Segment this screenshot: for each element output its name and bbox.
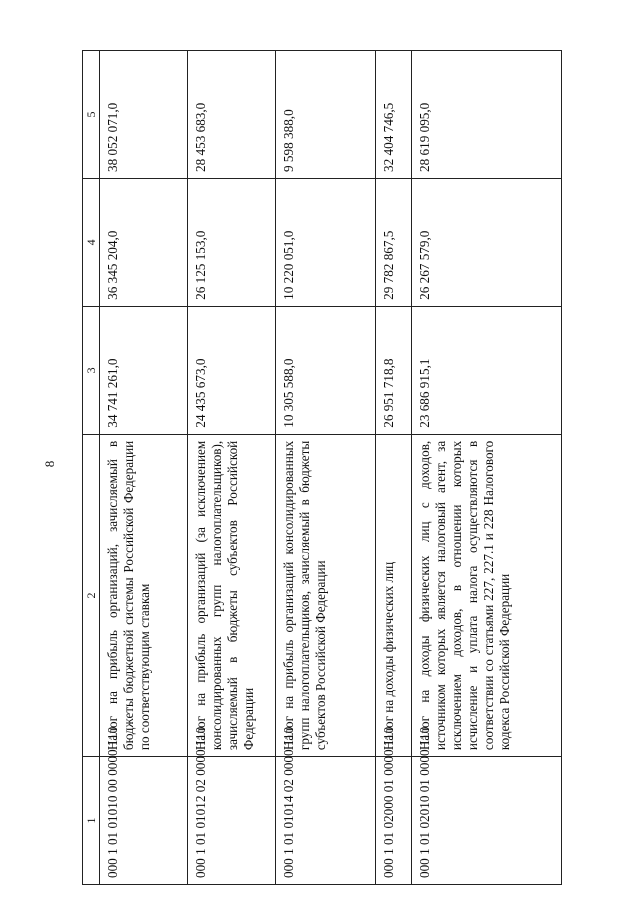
table-header-row xyxy=(83,51,100,885)
revenue-name: Налог на доходы физических лиц с доходов, источником которых является налоговый агент, за исключением доходов, в отношении которых исчисление и уплата налога осуществляются в соответствии со статьями 227, 227.1 и 228 Налогового кодекса Российской Федерации xyxy=(412,434,562,756)
page-number: 8 xyxy=(42,460,57,468)
kbk-code: 000 1 01 01010 00 0000 110 xyxy=(100,757,188,885)
table-row xyxy=(100,51,188,885)
column-header: 4 xyxy=(83,178,100,306)
budget-revenue-table xyxy=(82,50,562,885)
revenue-name: Налог на доходы физических лиц xyxy=(376,434,412,756)
amount-col3: 10 305 588,0 xyxy=(276,306,376,434)
table-row xyxy=(412,51,562,885)
column-header: 5 xyxy=(83,51,100,179)
amount-col3: 24 435 673,0 xyxy=(188,306,276,434)
kbk-code: 000 1 01 02010 01 0000 110 xyxy=(412,757,562,885)
kbk-code: 000 1 01 02000 01 0000 110 xyxy=(376,757,412,885)
revenue-name: Налог на прибыль организаций, зачисляемый в бюджеты бюджетной системы Российской Федерации по соответствующим ставкам xyxy=(100,434,188,756)
amount-col5: 28 619 095,0 xyxy=(412,51,562,179)
amount-col4: 29 782 867,5 xyxy=(376,178,412,306)
table-row xyxy=(376,51,412,885)
revenue-name: Налог на прибыль организаций консолидированных групп налогоплательщиков, зачисляемый в бюджеты субъектов Российской Федерации xyxy=(276,434,376,756)
amount-col4: 36 345 204,0 xyxy=(100,178,188,306)
kbk-code: 000 1 01 01014 02 0000 110 xyxy=(276,757,376,885)
column-header: 1 xyxy=(83,757,100,885)
table-row xyxy=(188,51,276,885)
amount-col4: 26 125 153,0 xyxy=(188,178,276,306)
amount-col5: 38 052 071,0 xyxy=(100,51,188,179)
column-header: 2 xyxy=(83,434,100,756)
amount-col5: 32 404 746,5 xyxy=(376,51,412,179)
revenue-name: Налог на прибыль организаций (за исключением консолидированных групп налогоплательщиков), зачисляемый в бюджеты субъектов Российской Федерации xyxy=(188,434,276,756)
kbk-code: 000 1 01 01012 02 0000 110 xyxy=(188,757,276,885)
amount-col4: 10 220 051,0 xyxy=(276,178,376,306)
column-header: 3 xyxy=(83,306,100,434)
amount-col4: 26 267 579,0 xyxy=(412,178,562,306)
amount-col3: 34 741 261,0 xyxy=(100,306,188,434)
amount-col5: 28 453 683,0 xyxy=(188,51,276,179)
amount-col3: 26 951 718,8 xyxy=(376,306,412,434)
table-row xyxy=(276,51,376,885)
amount-col3: 23 686 915,1 xyxy=(412,306,562,434)
amount-col5: 9 598 388,0 xyxy=(276,51,376,179)
rotated-table-container xyxy=(82,50,602,885)
